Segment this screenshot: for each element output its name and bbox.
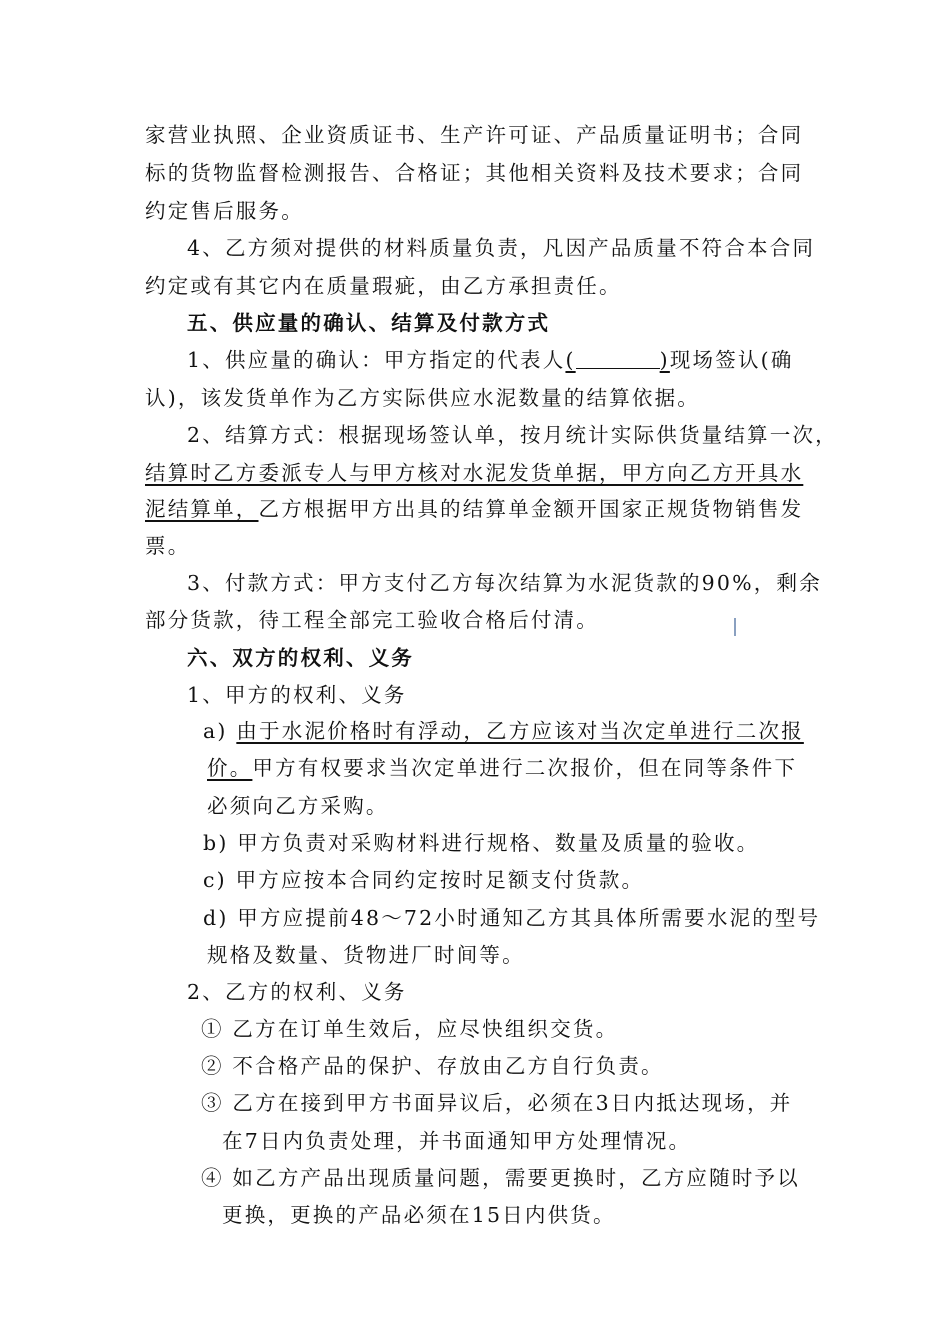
list-item-2: ② 不合格产品的保护、存放由乙方自行负责。: [201, 1054, 664, 1078]
paragraph-line: 标的货物监督检测报告、合格证；其他相关资料及技术要求；合同: [145, 161, 804, 185]
list-item-continuation: 更换，更换的产品必须在15日内供货。: [222, 1203, 616, 1227]
list-marker: ③: [201, 1091, 224, 1115]
paragraph-line: 票。: [145, 534, 191, 558]
list-item-4: ④ 如乙方产品出现质量问题，需要更换时，乙方应随时予以: [201, 1166, 800, 1190]
list-item-1: ① 乙方在订单生效后，应尽快组织交货。: [201, 1017, 619, 1041]
list-marker: ①: [201, 1017, 224, 1041]
list-marker: c): [203, 868, 227, 892]
list-item-continuation: 价。甲方有权要求当次定单进行二次报价，但在同等条件下: [207, 756, 798, 780]
subheading-party-b: 2、乙方的权利、义务: [187, 980, 407, 1004]
list-marker: ②: [201, 1054, 224, 1078]
list-marker: b): [203, 831, 229, 855]
clause-5-2-line: 2、结算方式：根据现场签认单，按月统计实际供货量结算一次，: [187, 423, 838, 447]
list-marker: d): [203, 906, 229, 930]
clause-4-line: 4、乙方须对提供的材料质量负责，凡因产品质量不符合本合同: [187, 236, 816, 260]
section-heading-6: 六、双方的权利、义务: [187, 646, 414, 670]
list-item-b: b) 甲方负责对采购材料进行规格、数量及质量的验收。: [203, 831, 760, 855]
list-marker: a): [203, 719, 228, 743]
paragraph-line: 部分货款，待工程全部完工验收合格后付清。: [145, 608, 599, 632]
underlined-line: 结算时乙方委派专人与甲方核对水泥发货单据，甲方向乙方开具水: [145, 461, 804, 485]
clause-5-3-line: 3、付款方式：甲方支付乙方每次结算为水泥货款的90%，剩余: [187, 571, 822, 595]
paragraph-line: 认)，该发货单作为乙方实际供应水泥数量的结算依据。: [145, 386, 700, 410]
list-item-continuation: 规格及数量、货物进厂时间等。: [207, 943, 525, 967]
paragraph-line: 家营业执照、企业资质证书、生产许可证、产品质量证明书；合同: [145, 123, 804, 147]
list-item-3: ③ 乙方在接到甲方书面异议后，必须在3日内抵达现场，并: [201, 1091, 793, 1115]
text-cursor: [734, 618, 736, 636]
list-marker: ④: [201, 1166, 224, 1190]
paragraph-line: 约定或有其它内在质量瑕疵，由乙方承担责任。: [145, 274, 622, 298]
list-item-d: d) 甲方应提前48～72小时通知乙方其具体所需要水泥的型号: [203, 906, 821, 930]
list-item-continuation: 必须向乙方采购。: [207, 794, 389, 818]
list-item-continuation: 在7日内负责处理，并书面通知甲方处理情况。: [222, 1129, 692, 1153]
list-item-c: c) 甲方应按本合同约定按时足额支付货款。: [203, 868, 645, 892]
section-heading-5: 五、供应量的确认、结算及付款方式: [187, 311, 551, 335]
paragraph-line: 约定售后服务。: [145, 199, 304, 223]
subheading-party-a: 1、甲方的权利、义务: [187, 683, 407, 707]
blank-field: [576, 348, 660, 369]
paragraph-line: 泥结算单，乙方根据甲方出具的结算单金额开国家正规货物销售发: [145, 497, 804, 521]
clause-5-1-line: 1、供应量的确认：甲方指定的代表人( )现场签认(确: [187, 348, 794, 372]
list-item-a: a) 由于水泥价格时有浮动，乙方应该对当次定单进行二次报: [203, 719, 804, 743]
